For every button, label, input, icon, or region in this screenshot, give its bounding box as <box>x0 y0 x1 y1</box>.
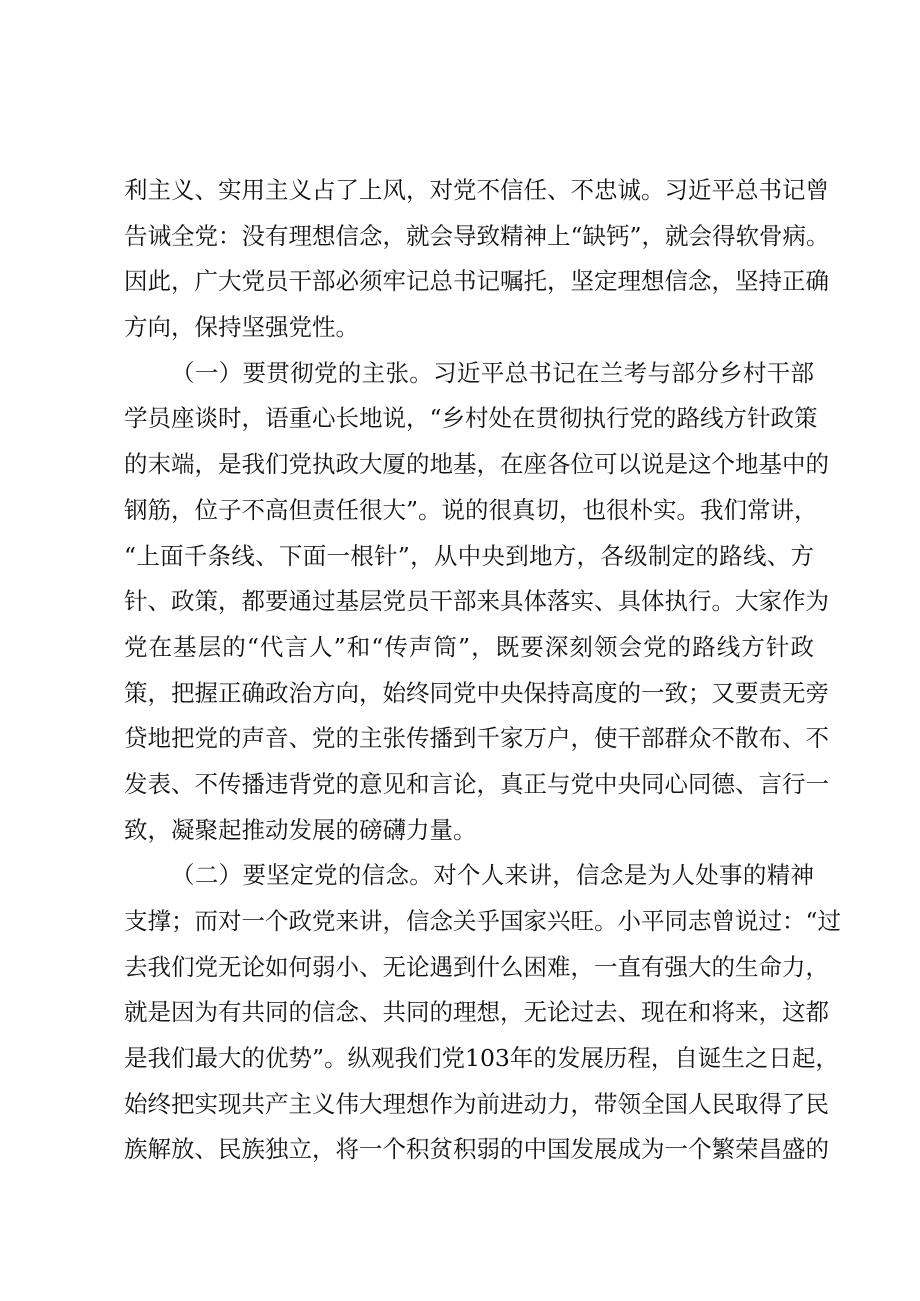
paragraph-2-line-2: 学员座谈时，语重心长地说，“乡村处在贯彻执行党的路线方针政策 <box>124 404 818 433</box>
paragraph-2-line-4: 钢筋，位子不高但责任很大”。说的很真切，也很朴实。我们常讲， <box>124 495 818 524</box>
paragraph-2-line-3: 的末端，是我们党执政大厦的地基，在座各位可以说是这个地基中的 <box>124 450 829 479</box>
paragraph-2-line-5: “上面千条线、下面一根针”，从中央到地方，各级制定的路线、方 <box>124 541 814 570</box>
paragraph-2-line-7: 党在基层的“代言人”和“传声筒”，既要深刻领会党的路线方针政 <box>124 632 814 661</box>
paragraph-1-line-3: 因此，广大党员干部必须牢记总书记嘱托，坚定理想信念，坚持正确 <box>124 267 829 296</box>
paragraph-3-line-7: 族解放、民族独立，将一个积贫积弱的中国发展成为一个繁荣昌盛的 <box>124 1135 829 1164</box>
paragraph-3-line-6: 始终把实现共产主义伟大理想作为前进动力，带领全国人民取得了民 <box>124 1089 829 1118</box>
document-body <box>124 168 842 1173</box>
paragraph-2-line-6: 针、政策，都要通过基层党员干部来具体落实、具体执行。大家作为 <box>124 587 829 616</box>
paragraph-1-line-4: 方向，保持坚强党性。 <box>124 313 359 342</box>
paragraph-3-line-5: 是我们最大的优势”。纵观我们党103年的发展历程，自诞生之日起， <box>124 1044 839 1073</box>
paragraph-3-line-1: （二）要坚定党的信念。对个人来讲，信念是为人处事的精神 <box>171 861 814 890</box>
paragraph-1-line-1: 利主义、实用主义占了上风，对党不信任、不忠诚。习近平总书记曾 <box>124 176 829 204</box>
paragraph-2-line-11: 致，凝聚起推动发展的磅礴力量。 <box>124 815 477 844</box>
paragraph-1-line-2: 告诫全党：没有理想信念，就会导致精神上“缺钙”，就会得软骨病。 <box>124 221 830 250</box>
paragraph-2-line-8: 策，把握正确政治方向，始终同党中央保持高度的一致；又要责无旁 <box>124 678 829 707</box>
paragraph-2-line-1: （一）要贯彻党的主张。习近平总书记在兰考与部分乡村干部 <box>171 358 814 387</box>
paragraph-3-line-4: 就是因为有共同的信念、共同的理想，无论过去、现在和将来，这都 <box>124 998 829 1027</box>
paragraph-3-line-2: 支撑；而对一个政党来讲，信念关乎国家兴旺。小平同志曾说过：“过 <box>124 907 842 935</box>
paragraph-2-line-9: 贷地把党的声音、党的主张传播到千家万户，使干部群众不散布、不 <box>124 724 829 753</box>
paragraph-3-line-3: 去我们党无论如何弱小、无论遇到什么困难，一直有强大的生命力， <box>124 952 829 981</box>
paragraph-2-line-10: 发表、不传播违背党的意见和言论，真正与党中央同心同德、言行一 <box>124 769 829 798</box>
